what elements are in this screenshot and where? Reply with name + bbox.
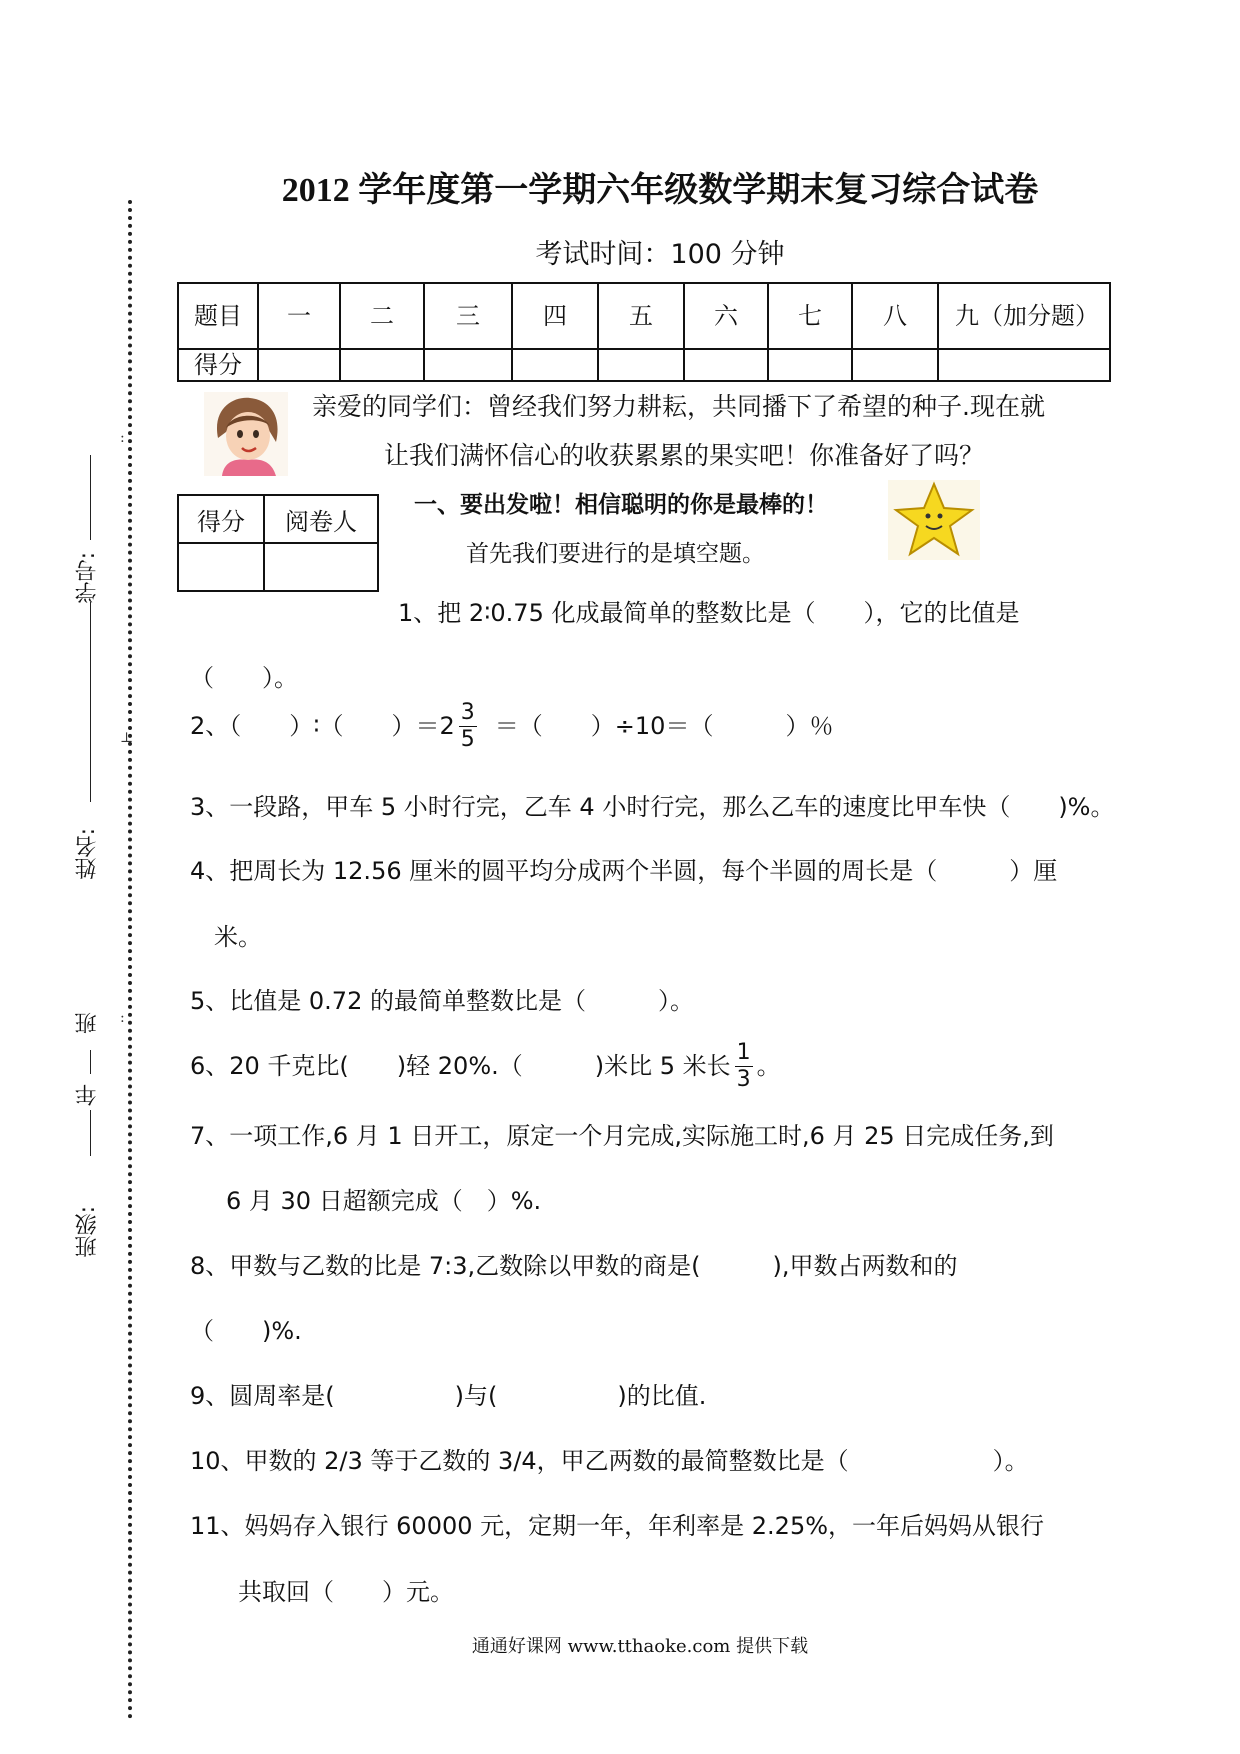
score-table-col-4: 四 [512, 283, 598, 349]
section-1-subheading: 首先我们要进行的是填空题。 [466, 541, 765, 567]
question-4-line-2: 米。 [214, 923, 262, 951]
intro-line-1: 亲爱的同学们：曾经我们努力耕耘，共同播下了希望的种子.现在就 [312, 392, 1045, 421]
question-10: 10、甲数的 2/3 等于乙数的 3/4，甲乙两数的最简整数比是（ ）。 [190, 1447, 1029, 1475]
question-11-line-2: 共取回（ ）元。 [238, 1578, 454, 1606]
score-table [177, 282, 1111, 382]
question-2-fraction-denominator: 5 [460, 726, 475, 752]
score-table-col-5: 五 [598, 283, 684, 349]
footer-source: 通通好课网 www.tthaoke.com 提供下载 [471, 1636, 809, 1657]
question-6-fraction-denominator: 3 [736, 1066, 751, 1092]
question-2-prefix: 2、（ ）∶（ ）＝2 [190, 712, 455, 740]
name-label: 姓名: [75, 828, 100, 880]
question-9: 9、圆周率是( )与( )的比值. [190, 1382, 707, 1410]
question-6-fraction-numerator: 1 [736, 1039, 751, 1065]
score-table-col-3: 三 [424, 283, 512, 349]
grader-score-cell[interactable] [178, 543, 264, 591]
score-table-header-topic: 题目 [178, 283, 258, 349]
section-1-heading: 一、要出发啦！相信聪明的你是最棒的！ [414, 492, 828, 518]
seal-mark-1: : [120, 430, 125, 446]
grader-table-score-label: 得分 [178, 495, 264, 543]
score-table-col-6: 六 [684, 283, 768, 349]
score-cell[interactable] [424, 349, 512, 381]
question-1-line-2: （ ）。 [190, 664, 298, 692]
score-table-col-2: 二 [340, 283, 424, 349]
question-6-suffix: 。 [756, 1052, 781, 1080]
question-6-fraction [735, 1039, 753, 1092]
question-7-line-2: 6 月 30 日超额完成（ ）%. [226, 1187, 542, 1215]
question-3: 3、一段路，甲车 5 小时行完，乙车 4 小时行完，那么乙车的速度比甲车快（ )%。 [190, 793, 1115, 821]
grader-name-cell[interactable] [264, 543, 378, 591]
score-table-col-9: 九（加分题） [938, 283, 1110, 349]
question-4-line-1: 4、把周长为 12.56 厘米的圆平均分成两个半圆，每个半圆的周长是（ ）厘 [190, 857, 1058, 885]
star-illustration [888, 480, 980, 560]
binding-dotted-line [128, 200, 132, 1720]
question-2-fraction-numerator: 3 [460, 699, 475, 725]
question-2 [190, 700, 833, 752]
score-cell[interactable] [258, 349, 340, 381]
score-table-col-8: 八 [852, 283, 938, 349]
score-cell[interactable] [938, 349, 1110, 381]
question-2-fraction [459, 699, 477, 752]
girl-illustration [204, 392, 288, 476]
student-id-underline [90, 455, 91, 540]
score-cell[interactable] [768, 349, 852, 381]
grade-underline [90, 1050, 91, 1074]
question-11-line-1: 11、妈妈存入银行 60000 元，定期一年，年利率是 2.25%，一年后妈妈从银行 [190, 1512, 1045, 1540]
score-cell[interactable] [340, 349, 424, 381]
score-table-col-7: 七 [768, 283, 852, 349]
grade-char: 年 [75, 1084, 100, 1106]
grader-table [177, 494, 379, 592]
question-7-line-1: 7、一项工作,6 月 1 日开工，原定一个月完成,实际施工时,6 月 25 日完成任务,到 [190, 1122, 1054, 1150]
question-6-prefix: 6、20 千克比( )轻 20%.（ )米比 5 米长 [190, 1052, 731, 1080]
student-id-underline-2 [90, 602, 91, 802]
class-underline [90, 1110, 91, 1156]
class-char: 班 [75, 1012, 100, 1034]
exam-time: 考试时间：100 分钟 [535, 239, 785, 270]
seal-mark-3: : [120, 1010, 125, 1026]
score-cell[interactable] [852, 349, 938, 381]
question-6 [190, 1040, 781, 1092]
class-label: 班级: [75, 1206, 100, 1258]
score-cell[interactable] [598, 349, 684, 381]
question-1-line-1: 1、把 2∶0.75 化成最简单的整数比是（ ），它的比值是 [398, 599, 1020, 627]
question-8-line-1: 8、甲数与乙数的比是 7:3,乙数除以甲数的商是( ),甲数占两数和的 [190, 1252, 958, 1280]
score-cell[interactable] [512, 349, 598, 381]
intro-line-2: 让我们满怀信心的收获累累的果实吧！你准备好了吗？ [384, 441, 985, 470]
score-cell[interactable] [684, 349, 768, 381]
page-title: 2012 学年度第一学期六年级数学期末复习综合试卷 [281, 172, 1039, 209]
grader-table-grader-label: 阅卷人 [264, 495, 378, 543]
score-table-header-score: 得分 [178, 349, 258, 381]
score-table-col-1: 一 [258, 283, 340, 349]
question-5: 5、比值是 0.72 的最简单整数比是（ ）。 [190, 987, 694, 1015]
student-id-label: 学号: [75, 552, 100, 604]
question-8-line-2: （ )%. [190, 1317, 302, 1345]
seal-mark-2: ⊥ [120, 730, 134, 746]
question-2-suffix: ＝（ ）÷10＝（ ）％ [494, 712, 834, 740]
